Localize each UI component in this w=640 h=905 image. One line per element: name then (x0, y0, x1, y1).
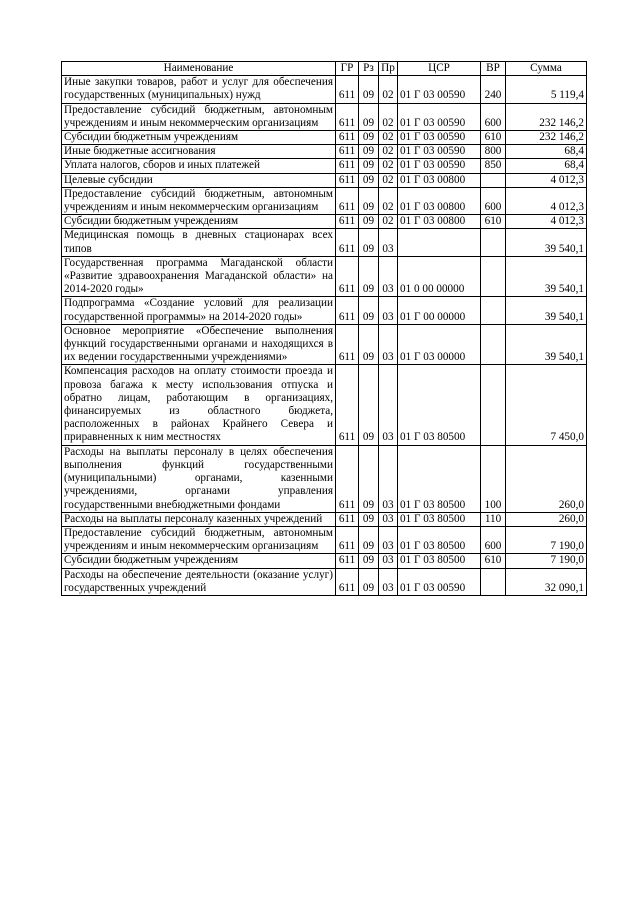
cell-vr: 610 (481, 554, 506, 568)
cell-rz: 09 (359, 103, 379, 130)
cell-vr: 800 (481, 145, 506, 159)
cell-sum: 4 012,3 (506, 187, 587, 214)
cell-gr: 611 (336, 159, 359, 173)
cell-rz: 09 (359, 554, 379, 568)
cell-name: Целевые субсидии (62, 173, 336, 187)
cell-rz: 09 (359, 365, 379, 445)
cell-pr: 03 (379, 554, 398, 568)
cell-gr: 611 (336, 145, 359, 159)
table-row (62, 76, 587, 103)
cell-pr: 02 (379, 145, 398, 159)
cell-pr: 02 (379, 131, 398, 145)
cell-sum: 68,4 (506, 145, 587, 159)
cell-pr: 02 (379, 76, 398, 103)
cell-rz: 09 (359, 131, 379, 145)
cell-csr: 01 Г 03 00800 (398, 187, 481, 214)
cell-gr: 611 (336, 131, 359, 145)
table-header-row (62, 62, 587, 76)
cell-rz: 09 (359, 229, 379, 256)
cell-pr: 03 (379, 229, 398, 256)
cell-gr: 611 (336, 256, 359, 297)
header-gr: ГР (336, 62, 359, 76)
table-row (62, 215, 587, 229)
cell-name: Расходы на обеспечение деятельности (оказание услуг) государственных учреждений (62, 568, 336, 595)
cell-sum: 5 119,4 (506, 76, 587, 103)
cell-sum: 7 190,0 (506, 526, 587, 553)
table-row (62, 568, 587, 595)
cell-name: Расходы на выплаты персоналу в целях обеспечения выполнения функций государственными (муниципальными) органами, казенными учреждениями, органами управления государственными внебюджетными фондами (62, 445, 336, 512)
table-row (62, 554, 587, 568)
cell-vr: 610 (481, 131, 506, 145)
cell-pr: 03 (379, 512, 398, 526)
cell-sum: 39 540,1 (506, 229, 587, 256)
cell-rz: 09 (359, 145, 379, 159)
cell-gr: 611 (336, 173, 359, 187)
cell-pr: 03 (379, 445, 398, 512)
cell-csr: 01 Г 03 00590 (398, 76, 481, 103)
cell-rz: 09 (359, 568, 379, 595)
cell-csr: 01 Г 03 00590 (398, 145, 481, 159)
cell-rz: 09 (359, 445, 379, 512)
cell-name: Иные закупки товаров, работ и услуг для обеспечения государственных (муниципальных) нужд (62, 76, 336, 103)
table-row (62, 445, 587, 512)
cell-gr: 611 (336, 554, 359, 568)
cell-vr (481, 324, 506, 365)
cell-pr: 02 (379, 187, 398, 214)
cell-name: Субсидии бюджетным учреждениям (62, 131, 336, 145)
table-row (62, 173, 587, 187)
cell-vr: 600 (481, 526, 506, 553)
cell-csr: 01 Г 03 00800 (398, 173, 481, 187)
table-row (62, 229, 587, 256)
cell-sum: 7 190,0 (506, 554, 587, 568)
cell-pr: 02 (379, 159, 398, 173)
table-row (62, 187, 587, 214)
cell-name: Основное мероприятие «Обеспечение выполнения функций государственными органами и находящихся в их ведении государственными учреждениями» (62, 324, 336, 365)
table-row (62, 365, 587, 445)
cell-vr (481, 297, 506, 324)
cell-sum: 39 540,1 (506, 297, 587, 324)
cell-pr: 03 (379, 297, 398, 324)
cell-name: Субсидии бюджетным учреждениям (62, 215, 336, 229)
cell-gr: 611 (336, 103, 359, 130)
header-vr: ВР (481, 62, 506, 76)
cell-pr: 03 (379, 526, 398, 553)
cell-pr: 03 (379, 256, 398, 297)
cell-gr: 611 (336, 324, 359, 365)
cell-vr (481, 568, 506, 595)
cell-csr: 01 Г 03 00590 (398, 131, 481, 145)
cell-name: Субсидии бюджетным учреждениям (62, 554, 336, 568)
cell-rz: 09 (359, 512, 379, 526)
cell-name: Иные бюджетные ассигнования (62, 145, 336, 159)
table-row (62, 256, 587, 297)
cell-csr: 01 Г 03 80500 (398, 365, 481, 445)
table-row (62, 526, 587, 553)
cell-name: Медицинская помощь в дневных стационарах всех типов (62, 229, 336, 256)
cell-gr: 611 (336, 76, 359, 103)
cell-csr: 01 Г 03 00590 (398, 103, 481, 130)
header-name: Наименование (62, 62, 336, 76)
cell-gr: 611 (336, 229, 359, 256)
cell-csr: 01 Г 03 80500 (398, 554, 481, 568)
table-row (62, 103, 587, 130)
cell-sum: 39 540,1 (506, 324, 587, 365)
cell-rz: 09 (359, 173, 379, 187)
cell-vr (481, 229, 506, 256)
cell-csr: 01 Г 03 00590 (398, 159, 481, 173)
header-rz: Рз (359, 62, 379, 76)
cell-gr: 611 (336, 526, 359, 553)
cell-pr: 03 (379, 324, 398, 365)
cell-rz: 09 (359, 215, 379, 229)
cell-csr: 01 Г 03 80500 (398, 445, 481, 512)
table-row (62, 297, 587, 324)
header-csr: ЦСР (398, 62, 481, 76)
cell-rz: 09 (359, 159, 379, 173)
cell-csr: 01 Г 03 80500 (398, 512, 481, 526)
cell-csr: 01 Г 03 80500 (398, 526, 481, 553)
document-page (61, 61, 586, 596)
cell-gr: 611 (336, 445, 359, 512)
table-row (62, 324, 587, 365)
cell-sum: 7 450,0 (506, 365, 587, 445)
header-pr: Пр (379, 62, 398, 76)
cell-sum: 32 090,1 (506, 568, 587, 595)
cell-sum: 232 146,2 (506, 131, 587, 145)
table-row (62, 131, 587, 145)
table-row (62, 512, 587, 526)
budget-table (61, 61, 587, 596)
cell-vr: 110 (481, 512, 506, 526)
cell-gr: 611 (336, 365, 359, 445)
cell-gr: 611 (336, 297, 359, 324)
cell-pr: 03 (379, 568, 398, 595)
cell-sum: 4 012,3 (506, 173, 587, 187)
cell-vr: 240 (481, 76, 506, 103)
cell-sum: 4 012,3 (506, 215, 587, 229)
cell-vr (481, 256, 506, 297)
cell-gr: 611 (336, 512, 359, 526)
cell-sum: 260,0 (506, 512, 587, 526)
cell-sum: 39 540,1 (506, 256, 587, 297)
cell-gr: 611 (336, 568, 359, 595)
cell-rz: 09 (359, 187, 379, 214)
cell-name: Предоставление субсидий бюджетным, автономным учреждениям и иным некоммерческим организациям (62, 187, 336, 214)
cell-pr: 03 (379, 365, 398, 445)
cell-gr: 611 (336, 215, 359, 229)
cell-rz: 09 (359, 76, 379, 103)
cell-csr: 01 Г 03 00000 (398, 324, 481, 365)
cell-csr (398, 229, 481, 256)
cell-name: Уплата налогов, сборов и иных платежей (62, 159, 336, 173)
cell-vr: 100 (481, 445, 506, 512)
cell-csr: 01 Г 03 00590 (398, 568, 481, 595)
cell-name: Предоставление субсидий бюджетным, автономным учреждениям и иным некоммерческим организациям (62, 103, 336, 130)
cell-name: Подпрограмма «Создание условий для реализации государственной программы» на 2014-2020 годы» (62, 297, 336, 324)
cell-vr: 850 (481, 159, 506, 173)
cell-pr: 02 (379, 173, 398, 187)
cell-rz: 09 (359, 256, 379, 297)
cell-vr: 610 (481, 215, 506, 229)
cell-name: Компенсация расходов на оплату стоимости проезда и провоза багажа к месту использования отпуска и обратно лицам, работающим в организациях, финансируемых из областного бюджета, расположенных в районах Крайнего Севера и приравненных к ним местностях (62, 365, 336, 445)
header-sum: Сумма (506, 62, 587, 76)
cell-name: Государственная программа Магаданской области «Развитие здравоохранения Магаданской области» на 2014-2020 годы» (62, 256, 336, 297)
cell-sum: 232 146,2 (506, 103, 587, 130)
cell-vr: 600 (481, 187, 506, 214)
cell-rz: 09 (359, 324, 379, 365)
cell-gr: 611 (336, 187, 359, 214)
cell-sum: 68,4 (506, 159, 587, 173)
cell-csr: 01 Г 00 00000 (398, 297, 481, 324)
cell-vr: 600 (481, 103, 506, 130)
cell-csr: 01 0 00 00000 (398, 256, 481, 297)
cell-rz: 09 (359, 526, 379, 553)
table-row (62, 145, 587, 159)
cell-vr (481, 173, 506, 187)
cell-vr (481, 365, 506, 445)
cell-rz: 09 (359, 297, 379, 324)
cell-name: Расходы на выплаты персоналу казенных учреждений (62, 512, 336, 526)
cell-pr: 02 (379, 215, 398, 229)
cell-name: Предоставление субсидий бюджетным, автономным учреждениям и иным некоммерческим организациям (62, 526, 336, 553)
table-row (62, 159, 587, 173)
cell-pr: 02 (379, 103, 398, 130)
cell-csr: 01 Г 03 00800 (398, 215, 481, 229)
cell-sum: 260,0 (506, 445, 587, 512)
table-body (62, 76, 587, 596)
